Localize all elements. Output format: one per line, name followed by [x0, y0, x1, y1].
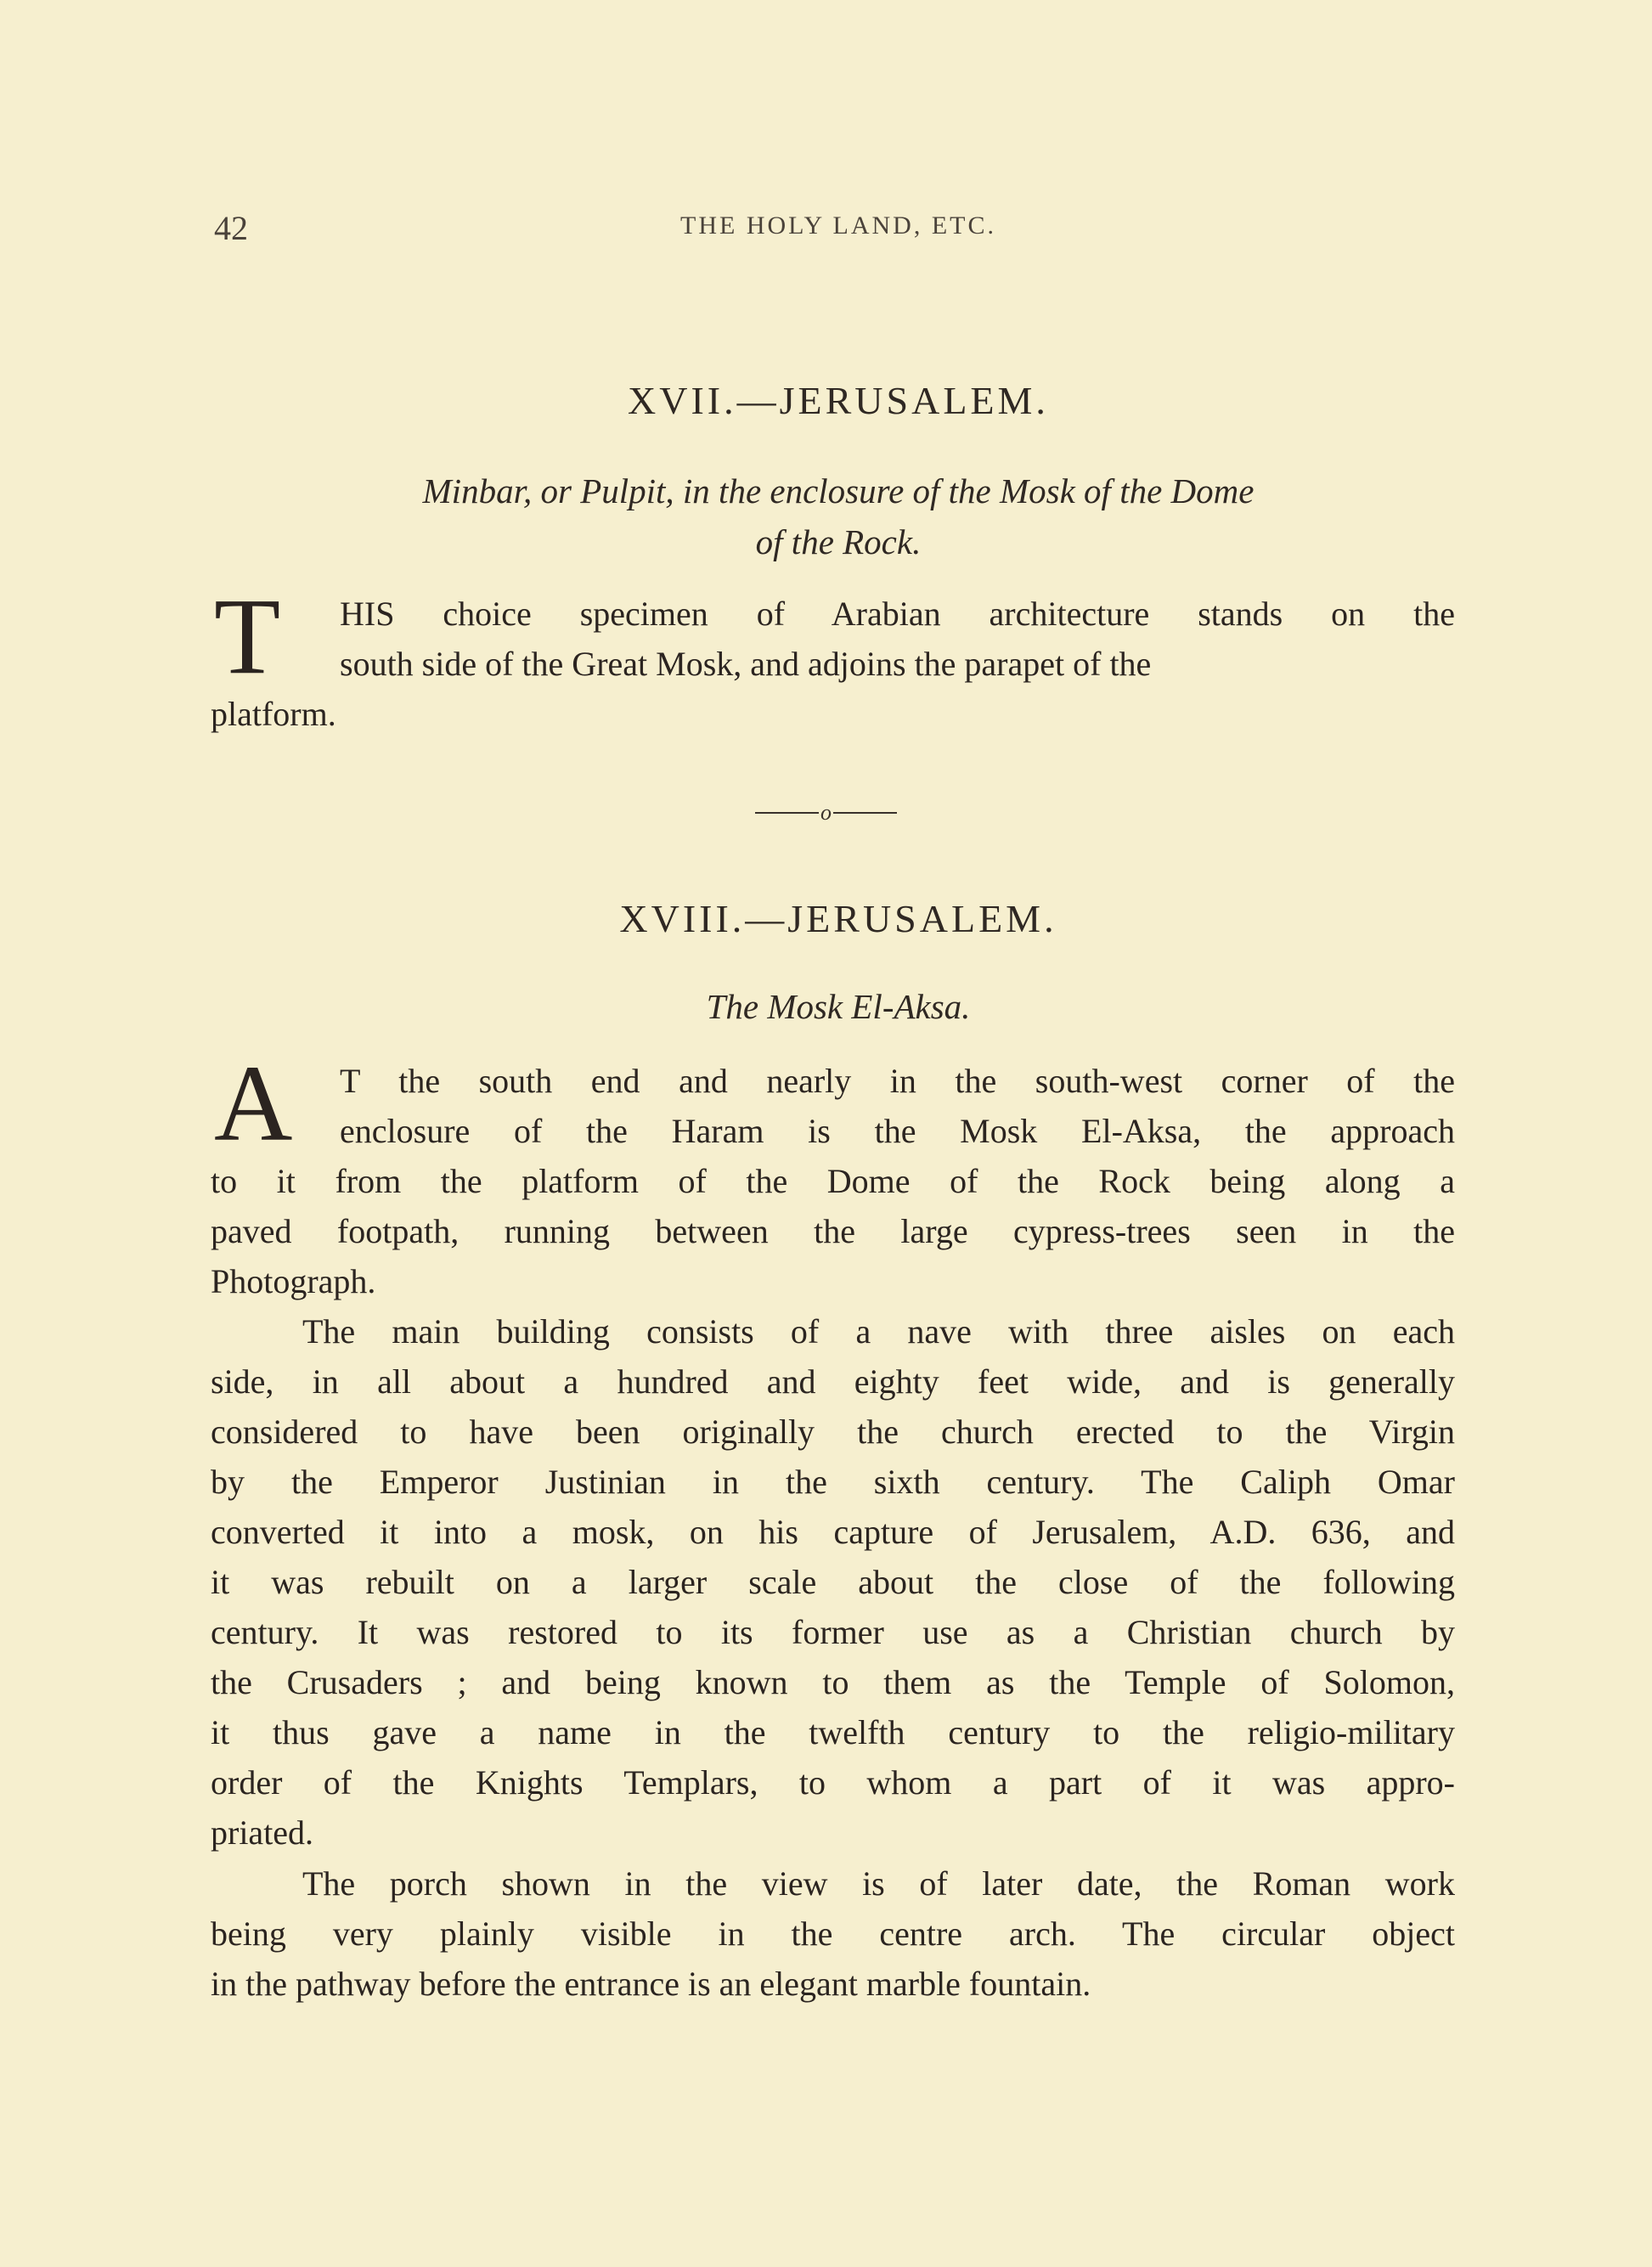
drop-cap: T [214, 576, 281, 696]
subtitle-xvii-line2: of the Rock. [755, 522, 922, 561]
page-number: 42 [214, 209, 248, 247]
divider-mark: o [820, 800, 832, 825]
text-line: the Crusaders ; and being known to them as the Temple of Solomon, [211, 1663, 1455, 1701]
subtitle-xvii-line1: Minbar, or Pulpit, in the enclosure of the Mosk of the Dome [422, 471, 1255, 510]
text-line: The main building consists of a nave with three aisles on each [302, 1312, 1455, 1351]
divider-rule-left [755, 812, 819, 814]
text-line: south side of the Great Mosk, and adjoins the parapet of the [340, 645, 1152, 683]
text-line: being very plainly visible in the centre arch. The circular object [211, 1915, 1455, 1953]
paragraph-xviii-2 [211, 1306, 1455, 1858]
paragraph-xviii-1 [211, 1056, 1455, 1306]
text-line: it thus gave a name in the twelfth century to the religio-military [211, 1713, 1455, 1751]
divider-rule-right [833, 812, 897, 814]
drop-cap: A [214, 1043, 293, 1164]
text-line: converted it into a mosk, on his capture of Jerusalem, A.D. 636, and [211, 1513, 1455, 1551]
text-line: HIS choice specimen of Arabian architecture stands on the [340, 595, 1455, 633]
running-title: THE HOLY LAND, ETC. [680, 211, 996, 240]
text-line: in the pathway before the entrance is an elegant marble fountain. [211, 1965, 1091, 2003]
text-line: priated. [211, 1813, 314, 1852]
subtitle-xviii: The Mosk El-Aksa. [706, 987, 971, 1026]
running-head [214, 208, 1463, 247]
text-line: Photograph. [211, 1262, 376, 1300]
text-line: platform. [211, 695, 336, 733]
text-line: enclosure of the Haram is the Mosk El-Aksa, the approach [340, 1112, 1455, 1150]
text-line: to it from the platform of the Dome of the Rock being along a [211, 1162, 1455, 1200]
paragraph-xviii-3 [211, 1858, 1455, 2009]
text-line: order of the Knights Templars, to whom a part of it was appro- [211, 1763, 1455, 1802]
text-line: by the Emperor Justinian in the sixth century. The Caliph Omar [211, 1463, 1455, 1501]
section-heading-xviii: XVIII.—JERUSALEM. [619, 897, 1057, 940]
text-line: paved footpath, running between the large cypress-trees seen in the [211, 1212, 1455, 1250]
text-line: T the south end and nearly in the south-west corner of the [340, 1062, 1455, 1100]
text-line: it was rebuilt on a larger scale about the close of the following [211, 1563, 1455, 1601]
text-line: considered to have been originally the church erected to the Virgin [211, 1413, 1455, 1451]
section-heading-xvii: XVII.—JERUSALEM. [628, 379, 1049, 422]
text-line: century. It was restored to its former use as a Christian church by [211, 1613, 1455, 1651]
section-divider [0, 800, 1652, 826]
text-line: The porch shown in the view is of later date, the Roman work [302, 1864, 1455, 1903]
paragraph-xvii [211, 589, 1455, 739]
text-line: side, in all about a hundred and eighty feet wide, and is generally [211, 1362, 1455, 1401]
